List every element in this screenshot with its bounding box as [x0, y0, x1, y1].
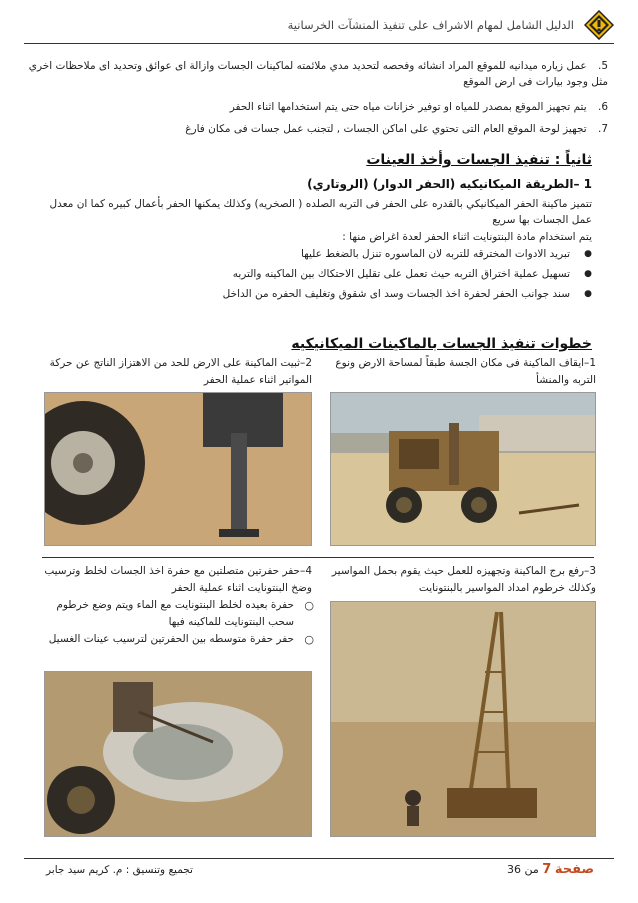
- step-2-photo: [44, 392, 312, 546]
- intro-item-6: 6. يتم تجهيز الموقع بمصدر للمياه او توفير خزانات مياه حتى يتم استخدامها اثناء الحفر: [229, 101, 608, 113]
- credit: تجميع وتنسيق : م. كريم سيد جابر: [46, 864, 193, 876]
- step-3-caption: 3–رفع برج الماكينة وتجهيزه للعمل حيث يقوم بحمل المواسير وكذلك خرطوم امداد المواسير بالبنتونايت: [331, 565, 596, 594]
- use-item: ● تبريد الادوات المخترقه للتربه لان الماسوره تنزل بالضغط عليها: [30, 246, 570, 262]
- intro-item-text: تجهيز لوحة الموقع العام التى تحتوي على اماكن الجسات , لتجنب عمل جسات فى مكان فارغ: [185, 123, 587, 135]
- page-of: من 36: [507, 863, 539, 876]
- divider: [42, 557, 594, 558]
- intro-item-text: يتم تجهيز الموقع بمصدر للمياه او توفير خزانات مياه حتى يتم استخدامها اثناء الحفر: [229, 101, 587, 113]
- step-2-caption: 2–ثبيت الماكينة على الارض للحد من الاهتزاز الناتج عن حركة المواتير اثناء عملية الحفر: [49, 357, 312, 386]
- section-title: ثانياً : تنفيذ الجسات وأخذ العينات: [366, 152, 592, 168]
- page-label: صفحة: [554, 862, 594, 877]
- use-item: ● سند جوانب الحفر لحفرة اخذ الجسات وسد اى شقوق وتغليف الحفره من الداخل: [30, 286, 570, 302]
- steps-title: خطوات تنفيذ الجسات بالماكينات الميكانيكيه: [291, 336, 592, 352]
- step-1-caption: 1–ايقاف الماكينة فى مكان الجسة طبقاً لمساحة الارض ونوع التربه والمنشأ: [335, 357, 596, 386]
- method-description: تتميز ماكينة الحفر الميكانيكي بالقدره على الحفر فى التربه الصلده ( الصخريه) وكذلك يمكنها الحفر بأعمال كبيره كما ان معدل عمل الجسات بها سريع: [49, 198, 592, 226]
- page-header: [24, 10, 614, 44]
- pits-image: [44, 672, 311, 837]
- drilling-tower-image: [330, 602, 595, 837]
- step-3-photo: [330, 601, 596, 837]
- step-4-item: ○ حفرة بعيده لخلط البنتونايت مع الماء ويتم وضع خرطوم سحب البنتونايت للماكينه فيها: [44, 597, 294, 631]
- machine-stabilizer-image: [44, 393, 311, 546]
- page-num: 7: [542, 862, 552, 877]
- method-title: 1 –الطريقة الميكانيكيه (الحفر الدوار) (الروتاري): [307, 177, 592, 191]
- intro-item-text: عمل زياره ميدانيه للموقع المراد انشائه وفحصه لتحديد مدي ملائمته لماكينات الجسات وازالة اى عوائق وتحديد اى ملاحظات اخري مثل وجود بيارات فى ارض الموقع: [28, 60, 608, 88]
- step-4-caption: 4–حفر حفرتين متصلتين مع حفرة اخذ الجسات لخلط وترسيب وضخ البنتونايت اثناء عملية الحفر: [44, 565, 312, 594]
- warning-logo-icon: [584, 10, 614, 40]
- step-1-photo: [330, 392, 596, 546]
- drilling-rig-image: [330, 393, 595, 546]
- step-4-item: ○ حفر حفرة متوسطه بين الحفرتين لترسيب عينات الغسيل: [44, 631, 294, 648]
- intro-item-7: 7. تجهيز لوحة الموقع العام التى تحتوي على اماكن الجسات , لتجنب عمل جسات فى مكان فارغ: [185, 123, 608, 135]
- header-title: الدليل الشامل لمهام الاشراف على تنفيذ المنشآت الخرسانية: [287, 18, 574, 32]
- use-item: ● تسهيل عملية اختراق التربه حيث تعمل على تقليل الاحتكاك بين الماكينه والتربه: [30, 266, 570, 282]
- page-footer: [24, 858, 614, 859]
- step-4-photo: [44, 671, 312, 837]
- intro-item-5: 5. عمل زياره ميدانيه للموقع المراد انشائه وفحصه لتحديد مدي ملائمته لماكينات الجسات وازالة اى عوائق وتحديد اى ملاحظات اخري مثل وجود بيارات فى ارض الموقع: [28, 60, 608, 88]
- method-uses-intro: يتم استخدام مادة البنتونايت اثناء الحفر لعدة اغراض منها :: [342, 231, 592, 243]
- page-number: [507, 862, 594, 877]
